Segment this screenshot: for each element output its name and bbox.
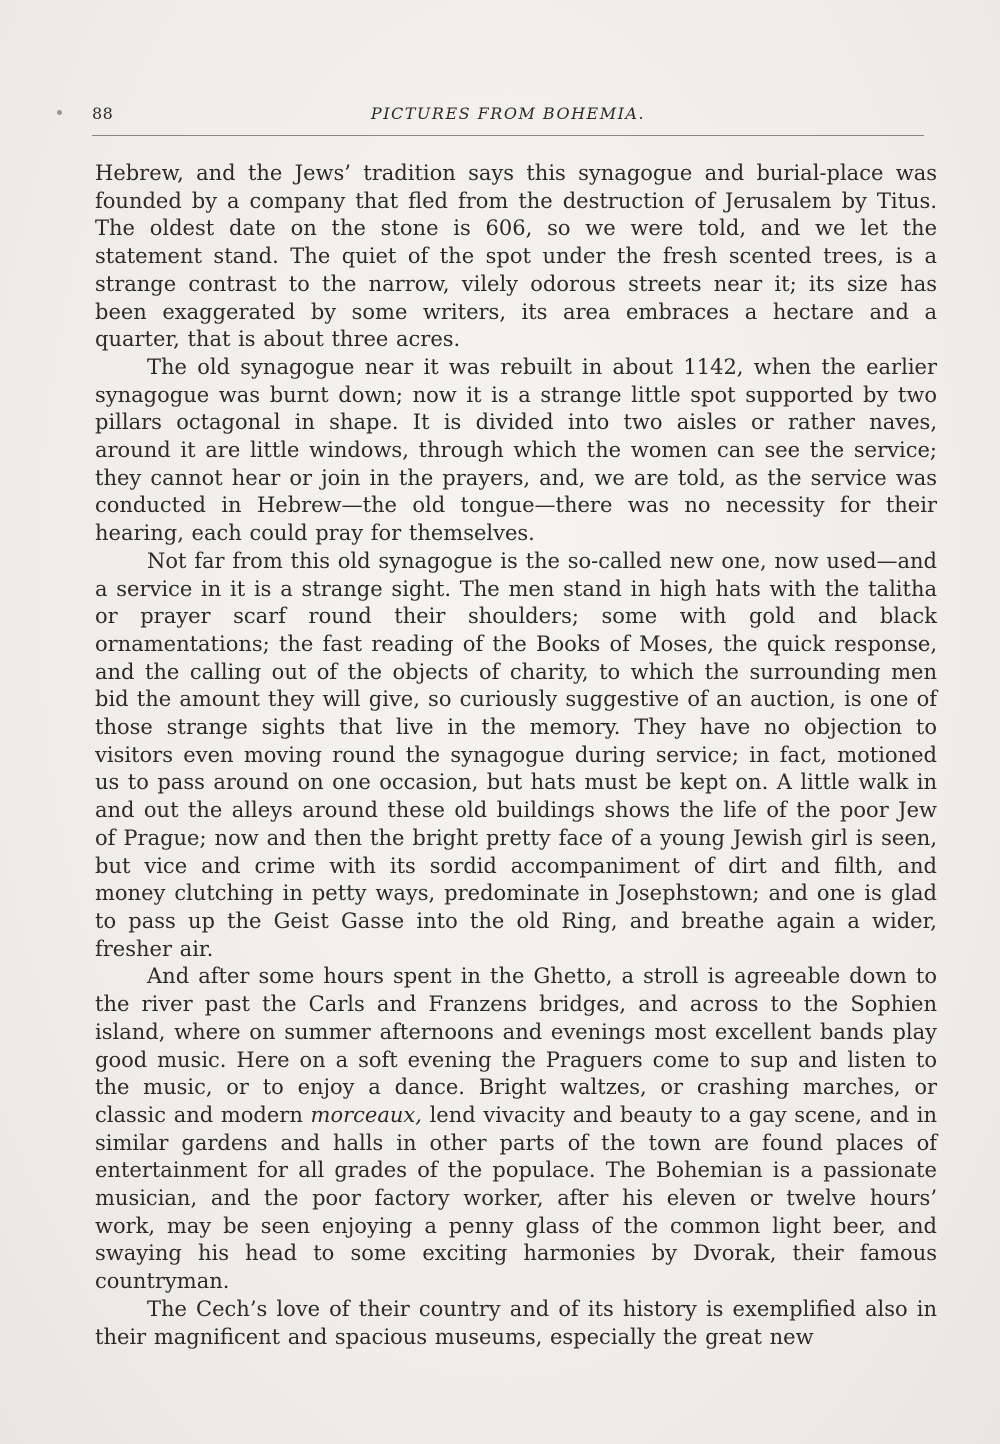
- paragraph-new-synagogue: Not far from this old synagogue is the so-called new one, now used—and a service in it is a strange sight. The men stand in high hats with the talitha or prayer scarf round their shoulders; some with gold and black ornamentations; the fast reading of the Books of Moses, the quick response, and the calling out of the objects of charity, to which the surrounding men bid the amount they will give, so curiously suggestive of an auction, is one of those strange sights that live in the memory. They have no objection to visitors even moving round the synagogue during service; in fact, motioned us to pass around on one occasion, but hats must be kept on. A little walk in and out the alleys around these old buildings shows the life of the poor Jew of Prague; now and then the bright pretty face of a young Jewish girl is seen, but vice and crime with its sordid accompaniment of dirt and filth, and money clutching in petty ways, predominate in Josephstown; and one is glad to pass up the Geist Gasse into the old Ring, and breathe again a wider, fresher air.: [95, 548, 937, 961]
- page-header: [92, 104, 924, 134]
- paragraph-sophien-island: [95, 963, 937, 1295]
- paragraph-museums: The Cech’s love of their country and of its history is exemplified also in their magnificent and spacious museums, especially the great new: [95, 1296, 937, 1349]
- paragraph-text: lend vivacity and beauty to a gay scene, and in similar gardens and halls in other parts of the town are found places of entertainment for all grades of the populace. The Bohemian is a passionate musician, and the poor factory worker, after his eleven or twelve hours’ work, may be seen enjoying a penny glass of the common light beer, and swaying his head to some exciting harmonies by Dvorak, their famous countryman.: [95, 1102, 937, 1294]
- page-number: 88: [92, 104, 114, 123]
- paragraph-continued: Hebrew, and the Jews’ tradition says this synagogue and burial-place was founded by a company that fled from the destruction of Jerusalem by Titus. The oldest date on the stone is 606, so we were told, and we let the statement stand. The quiet of the spot under the fresh scented trees, is a strange contrast to the narrow, vilely odorous streets near it; its size has been exaggerated by some writers, its area embraces a hectare and a quarter, that is about three acres.: [95, 161, 937, 352]
- italic-term: morceaux,: [310, 1102, 422, 1127]
- print-speck: [57, 110, 62, 115]
- header-rule: [92, 135, 924, 136]
- paragraph-text: And after some hours spent in the Ghetto, a stroll is agreeable down to the river past the Carls and Franzens bridges, and across to the Sophien island, where on summer afternoons and evenings most excellent bands play good music. Here on a soft evening the Praguers come to sup and listen to the music, or to enjoy a dance. Bright waltzes, or crashing marches, or classic and modern: [95, 964, 937, 1127]
- body-text: [95, 160, 937, 1351]
- paragraph-old-synagogue: The old synagogue near it was rebuilt in about 1142, when the earlier synagogue was burnt down; now it is a strange little spot supported by two pillars octagonal in shape. It is divided into two aisles or rather naves, around it are little windows, through which the women can see the service; they cannot hear or join in the prayers, and, we are told, as the service was conducted in Hebrew—the old tongue—there was no necessity for their hearing, each could pray for themselves.: [95, 354, 937, 546]
- running-title: PICTURES FROM BOHEMIA.: [370, 104, 646, 123]
